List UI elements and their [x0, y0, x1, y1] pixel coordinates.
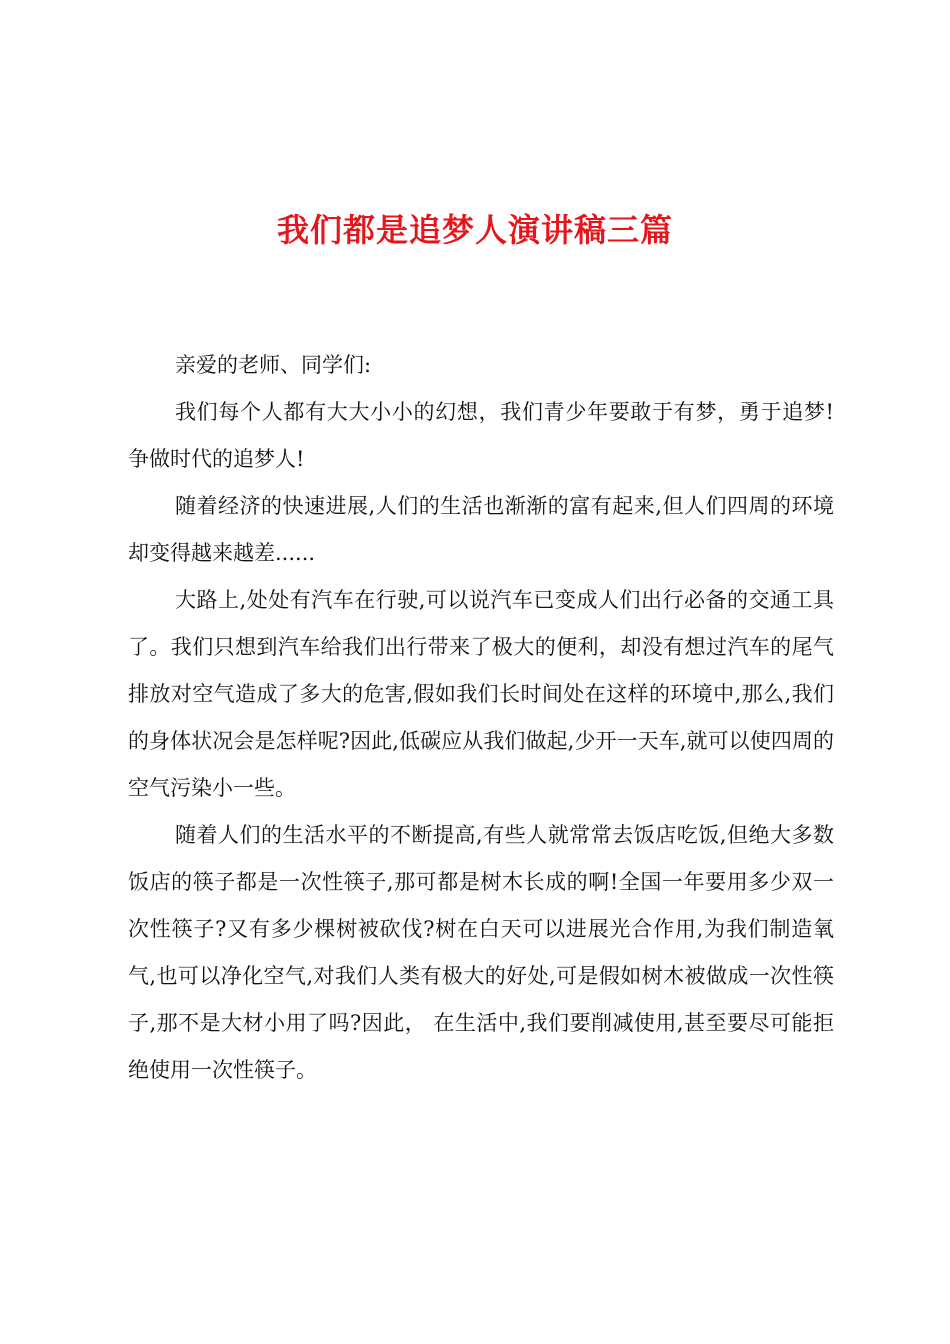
document-title: 我们都是追梦人演讲稿三篇 [276, 211, 673, 249]
body-paragraph: 随着经济的快速进展,人们的生活也渐渐的富有起来,但人们四周的环境却变得越来越差...... [128, 494, 834, 565]
document-body [128, 342, 834, 1094]
body-paragraph: 大路上,处处有汽车在行驶,可以说汽车已变成人们出行必备的交通工具了。我们只想到汽车给我们出行带来了极大的便利，却没有想过汽车的尾气排放对空气造成了多大的危害,假如我们长时间处在这样的环境中,那么,我们的身体状况会是怎样呢?因此,低碳应从我们做起,少开一天车,就可以使四周的空气污染小一些。 [128, 588, 834, 800]
salutation-paragraph: 亲爱的老师、同学们: [175, 353, 372, 377]
body-paragraph: 随着人们的生活水平的不断提高,有些人就常常去饭店吃饭,但绝大多数饭店的筷子都是一次性筷子,那可都是树木长成的啊!全国一年要用多少双一次性筷子?又有多少棵树被砍伐?树在白天可以进展光合作用,为我们制造氧气,也可以净化空气,对我们人类有极大的好处,可是假如树木被做成一次性筷子,那不是大材小用了吗?因此， 在生活中,我们要削减使用,甚至要尽可能拒绝使用一次性筷子。 [128, 823, 834, 1082]
body-paragraph: 我们每个人都有大大小小的幻想，我们青少年要敢于有梦，勇于追梦!争做时代的追梦人! [128, 400, 834, 471]
